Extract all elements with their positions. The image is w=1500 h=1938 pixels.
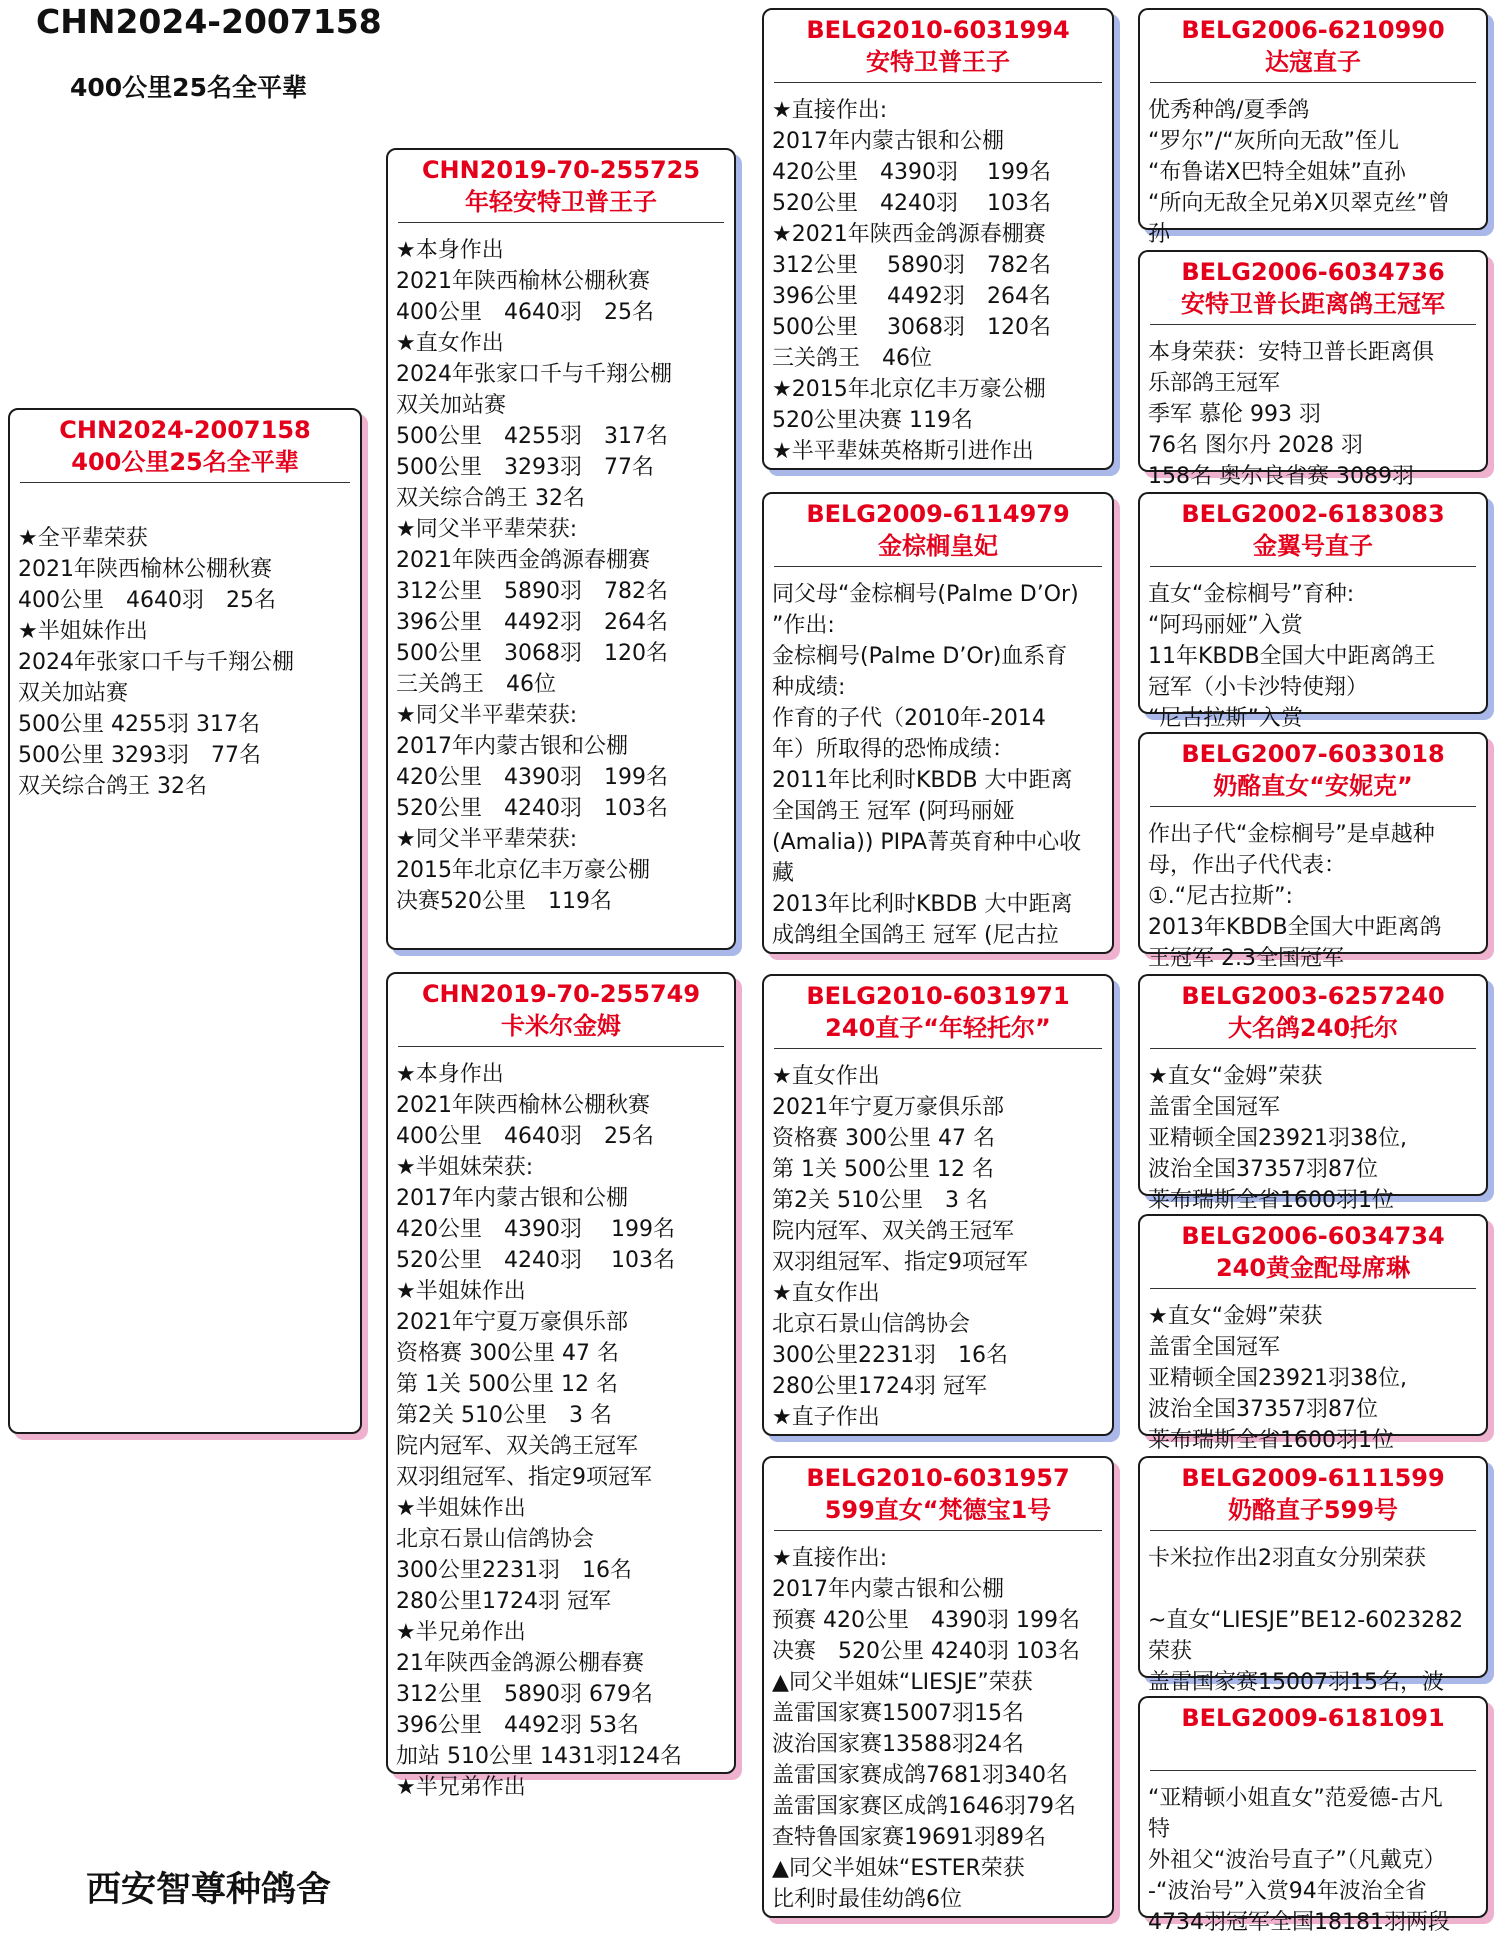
achievement-line: 280公里1724羽 冠军 xyxy=(772,1374,987,1399)
ring-number: BELG2006-6210990 xyxy=(1181,16,1445,44)
achievement-line: 400公里 4640羽 25名 xyxy=(18,588,276,613)
ring-number: BELG2010-6031994 xyxy=(806,16,1070,44)
achievement-list xyxy=(764,567,1112,951)
achievement-line: 冠军（小卡沙特使翔） xyxy=(1148,675,1369,700)
achievement-list xyxy=(1140,1771,1486,1938)
achievement-line: ★直女“金姆”荣获 xyxy=(1148,1304,1323,1329)
achievement-line: 2021年陕西榆林公棚秋赛 xyxy=(18,557,272,582)
ring-number: BELG2009-6111599 xyxy=(1181,1464,1445,1492)
achievement-line: 520公里 4240羽 103名 xyxy=(396,796,668,821)
achievement-line: ★同父半平辈荣获: xyxy=(396,517,578,542)
achievement-line: “布鲁诺X巴特全姐妹”直孙 xyxy=(1148,160,1406,185)
achievement-line: 优秀种鸽/夏季鸽 xyxy=(1148,98,1310,123)
achievement-line: 年）所取得的恐怖成绩： xyxy=(772,737,1015,762)
achievement-line: 520公里 4240羽 103名 xyxy=(396,1248,675,1273)
achievement-line: 500公里 4255羽 317名 xyxy=(18,712,260,737)
dam-dam-sire-card xyxy=(1138,1456,1488,1695)
achievement-line: ★直女作出 xyxy=(396,331,504,356)
achievement-line: 莱布瑞斯全省1600羽1位 xyxy=(1148,1188,1394,1213)
achievement-list xyxy=(1140,567,1486,734)
achievement-line: 波治全国37357羽87位 xyxy=(1148,1397,1378,1422)
achievement-line: 加站 510公里 1431羽124名 xyxy=(396,1744,682,1769)
achievement-line: 158名 奥尔良省赛 3089羽 xyxy=(1148,464,1414,489)
achievement-line: 双羽组冠军、指定9项冠军 xyxy=(396,1465,652,1490)
pigeon-name: 年轻安特卫普王子 xyxy=(465,188,657,216)
achievement-line: 双关加站赛 xyxy=(396,393,507,418)
achievement-line: 420公里 4390羽 199名 xyxy=(772,160,1051,185)
achievement-line: “所向无敌全兄弟X贝翠克丝”曾 xyxy=(1148,191,1450,216)
achievement-line: 420公里 4390羽 199名 xyxy=(396,765,668,790)
achievement-line: 查特鲁国家赛19691羽89名 xyxy=(772,1825,1046,1850)
pedigree-subtitle: 400公里25名全平辈 xyxy=(70,73,307,102)
achievement-line: ★半兄弟作出 xyxy=(396,1775,526,1800)
achievement-line: 荣获 xyxy=(1148,1639,1193,1664)
ring-number: BELG2003-6257240 xyxy=(1181,982,1445,1010)
subject-card xyxy=(8,408,362,1434)
achievement-line: 亚精顿全国23921羽38位, xyxy=(1148,1126,1407,1151)
achievement-line: 院内冠军、双关鸽王冠军 xyxy=(772,1219,1015,1244)
achievement-line: ★全平辈荣获 xyxy=(18,526,148,551)
pigeon-name xyxy=(1140,1734,1486,1766)
achievement-line: 北京石景山信鸽协会 xyxy=(396,1527,595,1552)
achievement-line: 2021年宁夏万豪俱乐部 xyxy=(772,1095,1004,1120)
achievement-list xyxy=(764,1531,1112,1915)
achievement-list xyxy=(764,83,1112,467)
dam-dam-dam-card xyxy=(1138,1696,1488,1935)
achievement-line: 比利时最佳幼鸽6位 xyxy=(772,1887,962,1912)
achievement-line: 21年陕西金鸽源公棚春赛 xyxy=(396,1651,644,1676)
achievement-line: 王冠军 2.3全国冠军 xyxy=(1148,946,1351,971)
sire-dam-card xyxy=(762,492,1114,954)
achievement-line: 金棕榈号(Palme D’Or)血系育 xyxy=(772,644,1068,669)
achievement-list xyxy=(1140,1049,1486,1216)
achievement-line: 396公里 4492羽 53名 xyxy=(396,1713,639,1738)
sire-sire-dam-card xyxy=(1138,250,1488,489)
achievement-line: ★本身作出 xyxy=(396,1062,504,1087)
achievement-line: 藏 xyxy=(772,861,795,886)
achievement-line: 决赛 520公里 4240羽 103名 xyxy=(772,1639,1080,1664)
achievement-line: 双关综合鸽王 32名 xyxy=(18,774,207,799)
sire-sire-sire-card xyxy=(1138,8,1488,247)
pigeon-name: 240黄金配母席琳 xyxy=(1215,1254,1411,1282)
achievement-line: 2013年KBDB全国大中距离鸽 xyxy=(1148,915,1442,940)
achievement-line: 2024年张家口千与千翔公棚 xyxy=(396,362,672,387)
achievement-line: 396公里 4492羽 264名 xyxy=(396,610,668,635)
achievement-line: 300公里2231羽 16名 xyxy=(772,1343,1008,1368)
achievement-line: 三关鸽王 46位 xyxy=(772,346,932,371)
loft-name: 西安智尊种鸽舍 xyxy=(86,1870,332,1910)
dam-sire-dam-card xyxy=(1138,1214,1488,1453)
achievement-line: ★直子作出 xyxy=(772,1405,880,1430)
achievement-list xyxy=(388,223,734,917)
sire-dam-sire-card xyxy=(1138,492,1488,731)
achievement-line: 北京石景山信鸽协会 xyxy=(772,1312,971,1337)
achievement-line: 300公里2231羽 16名 xyxy=(396,1558,632,1583)
achievement-line: 院内冠军、双关鸽王冠军 xyxy=(396,1434,639,1459)
achievement-line: 预赛 420公里 4390羽 199名 xyxy=(772,1608,1080,1633)
achievement-line: 双羽组冠军、指定9项冠军 xyxy=(772,1250,1028,1275)
achievement-list xyxy=(1140,1531,1486,1698)
achievement-line: ★同父半平辈荣获: xyxy=(396,703,578,728)
achievement-line: 2021年陕西榆林公棚秋赛 xyxy=(396,269,650,294)
ring-number: BELG2007-6033018 xyxy=(1181,740,1445,768)
achievement-line: 500公里 3293羽 77名 xyxy=(396,455,654,480)
pigeon-name: 金翼号直子 xyxy=(1253,532,1373,560)
achievement-line: ★2021年陕西金鸽源春棚赛 xyxy=(772,222,1046,247)
achievement-list xyxy=(1140,83,1486,250)
achievement-line: 三关鸽王 46位 xyxy=(396,672,556,697)
achievement-line: 500公里 4255羽 317名 xyxy=(396,424,668,449)
achievement-line: ▲同父半姐妹“LIESJE”荣获 xyxy=(772,1670,1033,1695)
achievement-line: 双关加站赛 xyxy=(18,681,129,706)
achievement-line: 520公里 4240羽 103名 xyxy=(772,191,1051,216)
achievement-line: 特 xyxy=(1148,1817,1171,1842)
achievement-line: 2017年内蒙古银和公棚 xyxy=(396,1186,628,1211)
sire-card xyxy=(386,148,736,950)
pigeon-name: 金棕榈皇妃 xyxy=(878,532,998,560)
achievement-line: 312公里 5890羽 782名 xyxy=(772,253,1051,278)
dam-sire-card xyxy=(762,974,1114,1436)
sire-dam-dam-card xyxy=(1138,732,1488,971)
achievement-line: 卡米拉作出2羽直女分别荣获 xyxy=(1148,1546,1426,1571)
ring-number: BELG2010-6031957 xyxy=(806,1464,1070,1492)
achievement-line: 直女“金棕榈号”育种: xyxy=(1148,582,1355,607)
pigeon-name: 400公里25名全平辈 xyxy=(71,448,299,476)
achievement-line: 280公里1724羽 冠军 xyxy=(396,1589,611,1614)
achievement-line: 520公里决赛 119名 xyxy=(772,408,973,433)
achievement-line: 2017年内蒙古银和公棚 xyxy=(772,129,1004,154)
achievement-line: ★直接作出: xyxy=(772,98,888,123)
achievement-line: 2021年宁夏万豪俱乐部 xyxy=(396,1310,628,1335)
sire-sire-card xyxy=(762,8,1114,470)
achievement-line: 400公里 4640羽 25名 xyxy=(396,300,654,325)
achievement-list xyxy=(388,1047,734,1803)
achievement-line: 本身荣获：安特卫普长距离俱 xyxy=(1148,340,1435,365)
achievement-line: 2015年北京亿丰万豪公棚 xyxy=(396,858,650,883)
achievement-line: 400公里 4640羽 25名 xyxy=(396,1124,654,1149)
achievement-line: 作出子代“金棕榈号”是卓越种 xyxy=(1148,822,1435,847)
pigeon-name: 达寇直子 xyxy=(1265,48,1361,76)
achievement-line: ★直女作出 xyxy=(772,1281,880,1306)
achievement-line: 盖雷国家赛15007羽15名 xyxy=(772,1701,1024,1726)
achievement-line: “罗尔”/“灰所向无敌”侄儿 xyxy=(1148,129,1400,154)
achievement-line: 莱布瑞斯全省1600羽1位 xyxy=(1148,1428,1394,1453)
achievement-line: ”作出: xyxy=(772,613,835,638)
pigeon-name: 安特卫普王子 xyxy=(866,48,1010,76)
achievement-line: ★半姐妹作出 xyxy=(396,1279,526,1304)
pigeon-name: 599直女“梵德宝1号 xyxy=(824,1496,1052,1524)
achievement-line: 盖雷国家赛成鸽7681羽340名 xyxy=(772,1763,1068,1788)
achievement-line: ★直接作出: xyxy=(772,1546,888,1571)
ring-number: BELG2006-6034736 xyxy=(1181,258,1445,286)
achievement-line: “尼古拉斯”入赏 xyxy=(1148,706,1303,731)
achievement-line: 季军 慕伦 993 羽 xyxy=(1148,402,1321,427)
pigeon-name: 安特卫普长距离鸽王冠军 xyxy=(1181,290,1445,318)
achievement-line: 亚精顿全国23921羽38位, xyxy=(1148,1366,1407,1391)
pedigree-ring-number: CHN2024-2007158 xyxy=(36,2,382,41)
achievement-line: 波治全国37357羽87位 xyxy=(1148,1157,1378,1182)
pigeon-name: 奶酪直女“安妮克” xyxy=(1213,772,1413,800)
achievement-line: 同父母“金棕榈号(Palme D’Or) xyxy=(772,582,1079,607)
pigeon-name: 大名鸽240托尔 xyxy=(1227,1014,1399,1042)
achievement-line: 500公里 3068羽 120名 xyxy=(396,641,668,666)
achievement-line: ★2015年北京亿丰万豪公棚 xyxy=(772,377,1046,402)
achievement-line: 420公里 4390羽 199名 xyxy=(396,1217,675,1242)
achievement-line: ★同父半平辈荣获: xyxy=(396,827,578,852)
achievement-line: 312公里 5890羽 782名 xyxy=(396,579,668,604)
achievement-line: 312公里 5890羽 679名 xyxy=(396,1682,653,1707)
ring-number: CHN2019-70-255749 xyxy=(421,980,701,1008)
dam-dam-card xyxy=(762,1456,1114,1918)
achievement-list xyxy=(10,483,360,802)
achievement-line: 盖雷国家赛区成鸽1646羽79名 xyxy=(772,1794,1076,1819)
achievement-line: “亚精顿小姐直女”范爱德-古凡 xyxy=(1148,1786,1443,1811)
achievement-line: 盖雷国家赛15007羽15名，波 xyxy=(1148,1670,1444,1695)
ring-number: BELG2009-6181091 xyxy=(1181,1704,1445,1732)
achievement-line: -“波治号”入赏94年波治全省 xyxy=(1148,1879,1427,1904)
achievement-line: ~直女“LIESJE”BE12-6023282 xyxy=(1148,1608,1464,1633)
achievement-line: 第2关 510公里 3 名 xyxy=(396,1403,612,1428)
achievement-line: 波治国家赛13588羽24名 xyxy=(772,1732,1024,1757)
achievement-line: 种成绩: xyxy=(772,675,846,700)
ring-number: CHN2019-70-255725 xyxy=(421,156,701,184)
achievement-line: 2013年比利时KBDB 大中距离 xyxy=(772,892,1073,917)
achievement-line: ★半兄弟作出 xyxy=(396,1620,526,1645)
achievement-line: 2017年内蒙古银和公棚 xyxy=(396,734,628,759)
achievement-line: 盖雷全国冠军 xyxy=(1148,1335,1281,1360)
achievement-line: ★半姐妹作出 xyxy=(18,619,148,644)
achievement-line: 孙 xyxy=(1148,222,1171,247)
achievement-line xyxy=(1148,1574,1478,1605)
achievement-line: 11年KBDB全国大中距离鸽王 xyxy=(1148,644,1436,669)
pigeon-name: 卡米尔金姆 xyxy=(501,1012,621,1040)
achievement-line: ★直女“金姆”荣获 xyxy=(1148,1064,1323,1089)
achievement-line: 76名 图尔丹 2028 羽 xyxy=(1148,433,1363,458)
achievement-line: 2017年内蒙古银和公棚 xyxy=(772,1577,1004,1602)
achievement-line: 第 1关 500公里 12 名 xyxy=(396,1372,618,1397)
dam-sire-sire-card xyxy=(1138,974,1488,1213)
achievement-line: ▲同父半姐妹“ESTER荣获 xyxy=(772,1856,1025,1881)
ring-number: CHN2024-2007158 xyxy=(59,416,311,444)
achievement-line: 第 1关 500公里 12 名 xyxy=(772,1157,994,1182)
achievement-line: 2021年陕西榆林公棚秋赛 xyxy=(396,1093,650,1118)
pigeon-name: 240直子“年轻托尔” xyxy=(825,1014,1051,1042)
achievement-line: ★本身作出 xyxy=(396,238,504,263)
achievement-line: 决赛520公里 119名 xyxy=(396,889,612,914)
achievement-list xyxy=(1140,325,1486,492)
achievement-line: 500公里 3293羽 77名 xyxy=(18,743,261,768)
achievement-line: ★直女作出 xyxy=(772,1064,880,1089)
achievement-line: 全国鸽王 冠军 (阿玛丽娅 xyxy=(772,799,1015,824)
achievement-line: 第2关 510公里 3 名 xyxy=(772,1188,988,1213)
achievement-list xyxy=(1140,1289,1486,1456)
ring-number: BELG2010-6031971 xyxy=(806,982,1070,1010)
achievement-line: 2024年张家口千与千翔公棚 xyxy=(18,650,294,675)
ring-number: BELG2009-6114979 xyxy=(806,500,1070,528)
ring-number: BELG2006-6034734 xyxy=(1181,1222,1445,1250)
achievement-line: 作育的子代（2010年-2014 xyxy=(772,706,1046,731)
achievement-line: ★半姐妹作出 xyxy=(396,1496,526,1521)
achievement-line: ★半姐妹荣获: xyxy=(396,1155,534,1180)
ring-number: BELG2002-6183083 xyxy=(1181,500,1445,528)
achievement-line: 资格赛 300公里 47 名 xyxy=(772,1126,995,1151)
achievement-line: (Amalia)) PIPA菁英育种中心收 xyxy=(772,830,1082,855)
achievement-line: 2011年比利时KBDB 大中距离 xyxy=(772,768,1073,793)
pigeon-name: 奶酪直子599号 xyxy=(1227,1496,1399,1524)
achievement-line: 2021年陕西金鸽源春棚赛 xyxy=(396,548,650,573)
achievement-list xyxy=(1140,807,1486,974)
achievement-line: 4734羽冠军全国18181羽两段 xyxy=(1148,1910,1450,1935)
achievement-line: 乐部鸽王冠军 xyxy=(1148,371,1281,396)
achievement-line: 外祖父“波治号直子”（凡戴克） xyxy=(1148,1848,1446,1873)
achievement-line: 396公里 4492羽 264名 xyxy=(772,284,1051,309)
dam-card xyxy=(386,972,736,1800)
achievement-line: ①.“尼古拉斯”: xyxy=(1148,884,1293,909)
achievement-line: 盖雷全国冠军 xyxy=(1148,1095,1281,1120)
achievement-line: “阿玛丽娅”入赏 xyxy=(1148,613,1303,638)
achievement-line: 资格赛 300公里 47 名 xyxy=(396,1341,619,1366)
achievement-line: 500公里 3068羽 120名 xyxy=(772,315,1051,340)
achievement-list xyxy=(764,1049,1112,1433)
achievement-line: 成鸽组全国鸽王 冠军 (尼古拉 xyxy=(772,923,1059,948)
achievement-line: 母，作出子代代表： xyxy=(1148,853,1347,878)
achievement-line: ★半平辈妹英格斯引进作出 xyxy=(772,439,1034,464)
achievement-line: 双关综合鸽王 32名 xyxy=(396,486,585,511)
